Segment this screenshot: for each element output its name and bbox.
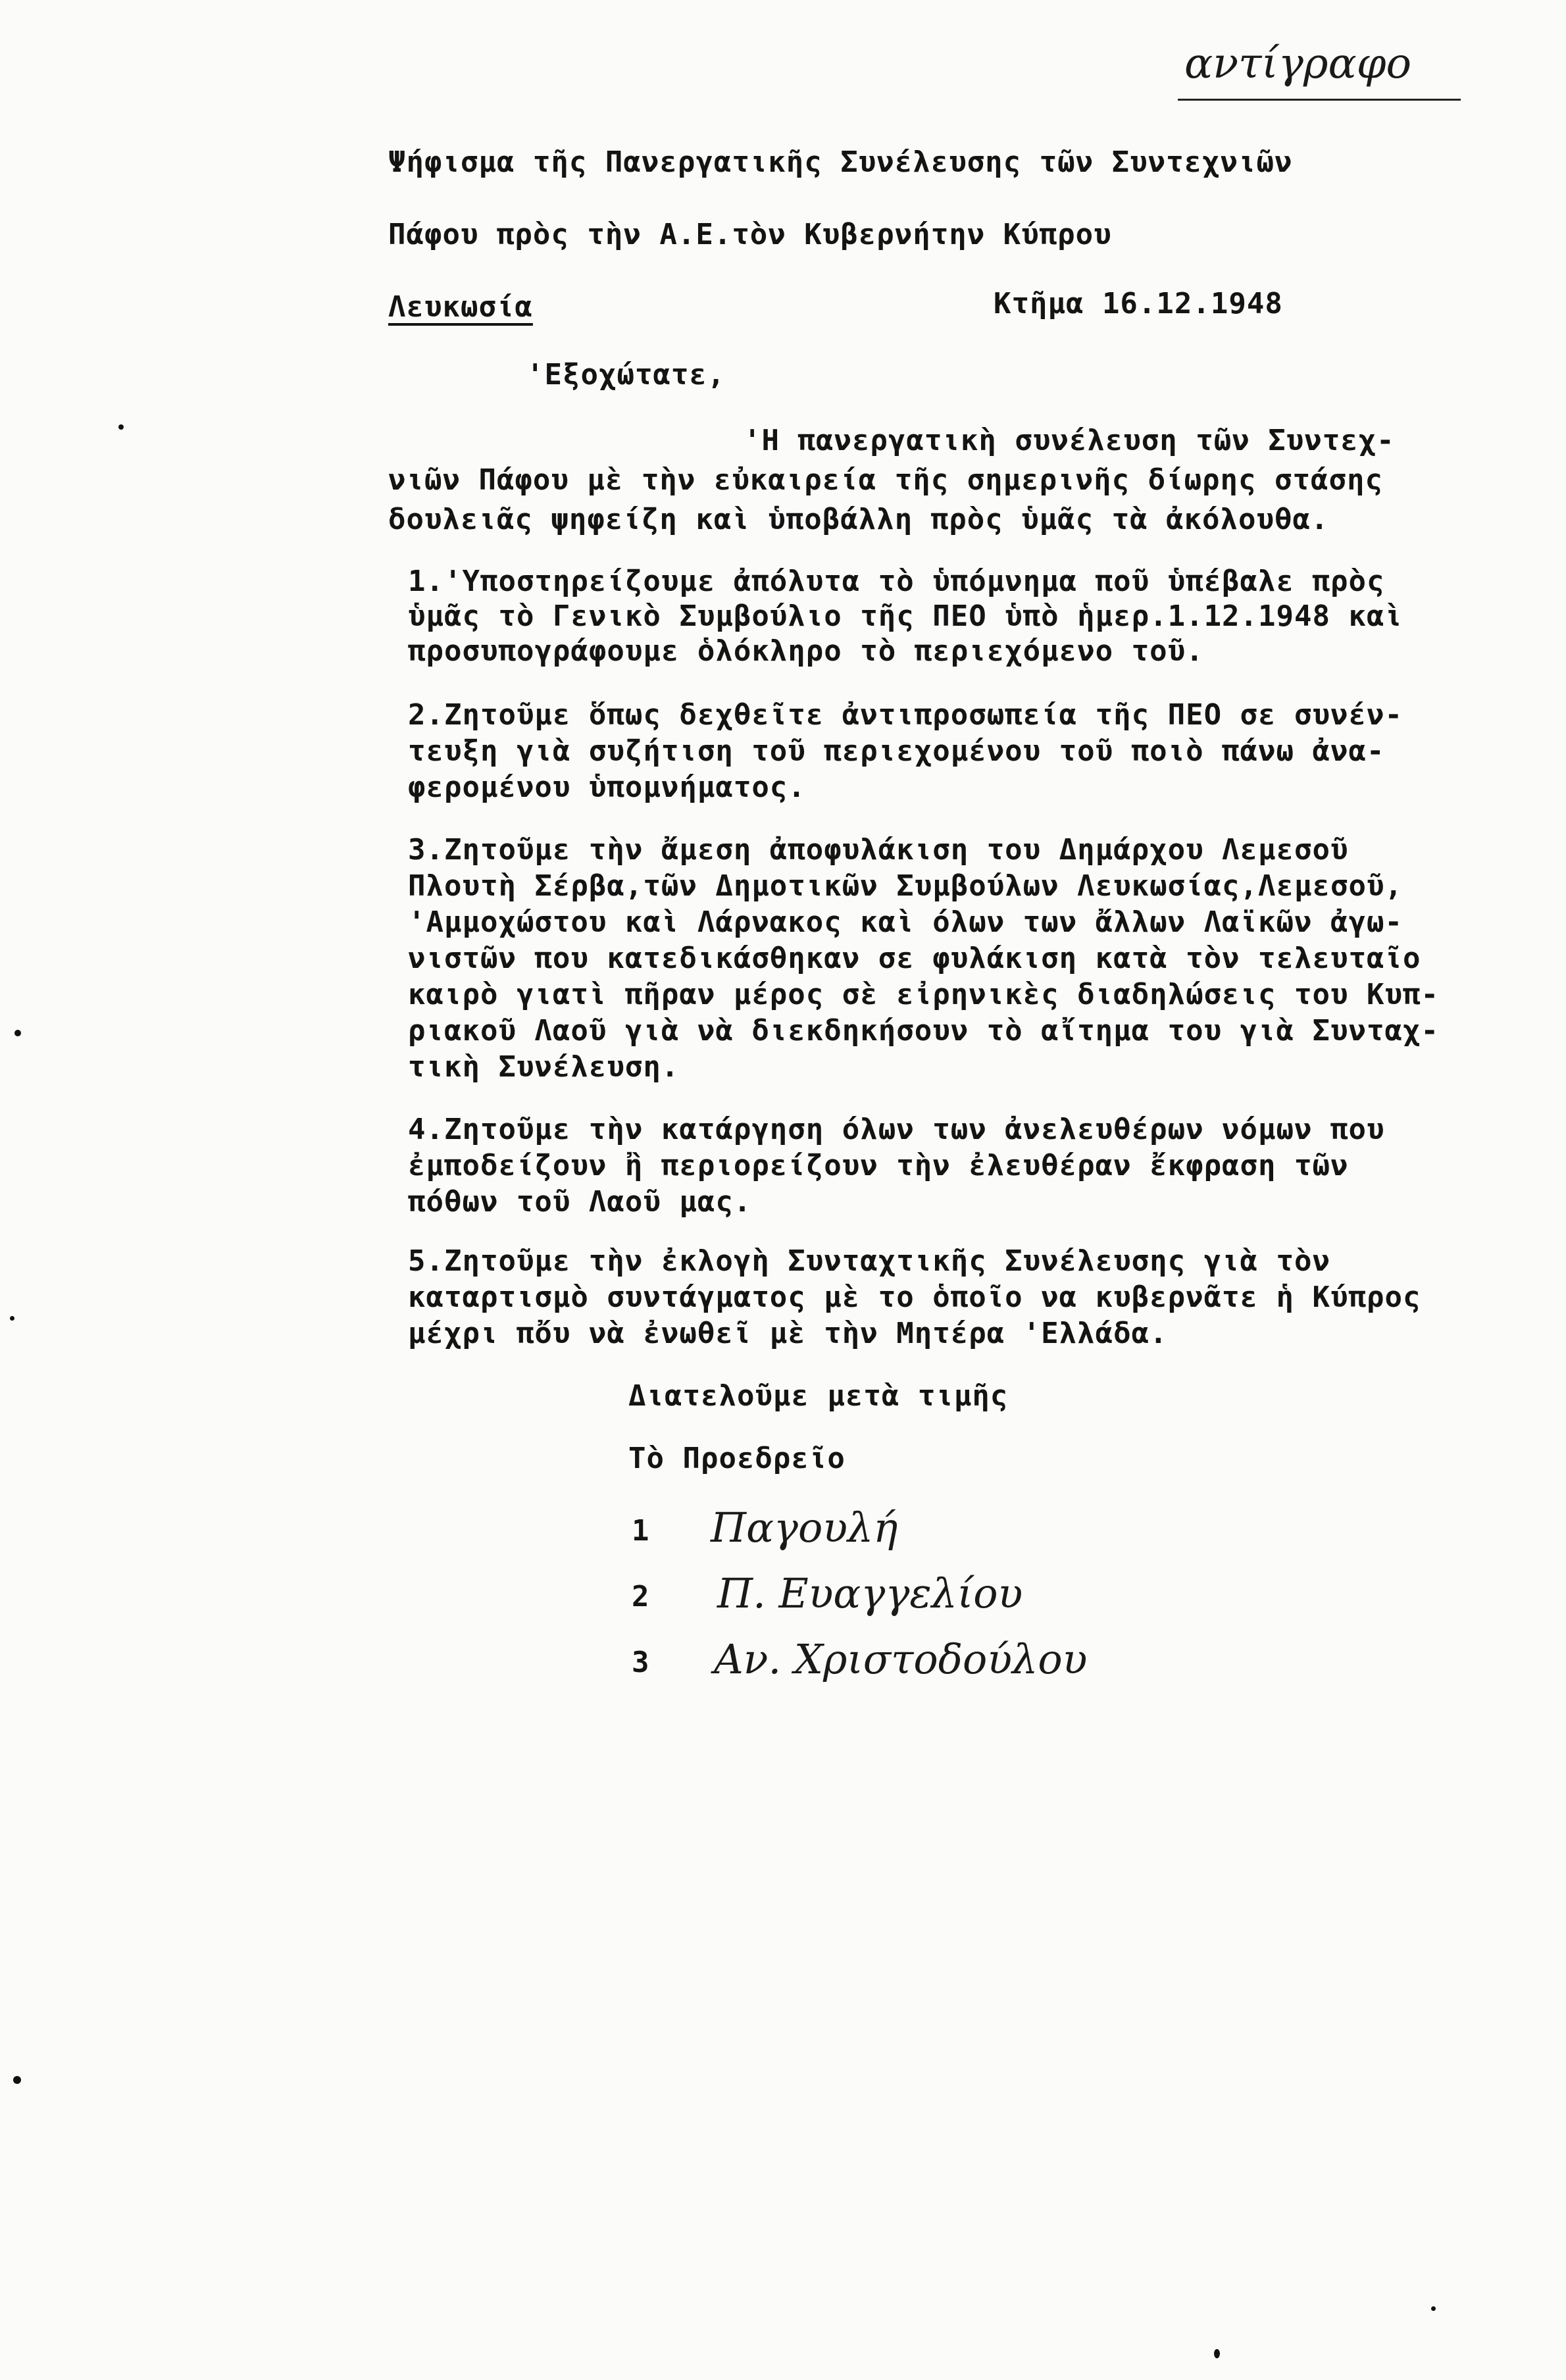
point-3-line: νιστῶν που κατεδικάσθηκαν σε φυλάκιση κατὰ τὸν τελευταῖο (408, 942, 1421, 975)
copy-handwritten-mark: αντίγραφο (1184, 39, 1412, 88)
point-5-line: μέχρι πὄυ νὰ ἐνωθεῖ μὲ τὴν Μητέρα 'Ελλάδα. (408, 1317, 1168, 1350)
handwritten-signature: Αν. Χριστοδούλου (714, 1635, 1088, 1683)
salutation: 'Εξοχώτατε, (526, 358, 726, 392)
point-1-line: προσυπογράφουμε ὁλόκληρο τὸ περιεχόμενο τοῦ. (408, 634, 1204, 668)
heading-line-1: Ψήφισμα τῆς Πανεργατικῆς Συνέλευσης τῶν Συντεχνιῶν (388, 145, 1293, 179)
signature-number: 2 (632, 1580, 650, 1613)
scan-speck (1431, 2306, 1436, 2311)
point-3-line: τικὴ Συνέλευση. (408, 1050, 680, 1084)
handwritten-signature: Παγουλή (711, 1504, 898, 1552)
scan-speck (10, 1316, 14, 1321)
point-2-line: φερομένου ὑπομνήματος. (408, 771, 806, 804)
point-1-line: 1.'Υποστηρείζουμε ἀπόλυτα τὸ ὑπόμνημα ποῦ ὑπέβαλε πρὸς (408, 565, 1385, 598)
point-1-line: ὑμᾶς τὸ Γενικὸ Συμβούλιο τῆς ΠΕΟ ὑπὸ ἡμερ.1.12.1948 καὶ (408, 599, 1403, 633)
intro-line: δουλειᾶς ψηφείζη καὶ ὑποβάλλη πρὸς ὑμᾶς τὰ ἀκόλουθα. (388, 503, 1329, 536)
date-line: Κτῆμα 16.12.1948 (994, 287, 1283, 320)
signature-number: 1 (632, 1514, 650, 1548)
scan-speck (14, 1030, 21, 1036)
point-5-line: καταρτισμὸ συντάγματος μὲ το ὁποῖο να κυβερνᾶτε ἡ Κύπρος (408, 1280, 1421, 1314)
point-5-line: 5.Ζητοῦμε τὴν ἐκλογὴ Συνταχτικῆς Συνέλευσης γιὰ τὸν (408, 1244, 1331, 1278)
point-3-line: 'Αμμοχώστου καὶ Λάρνακος καὶ όλων των ἄλλων Λαϊκῶν ἀγω- (408, 905, 1403, 939)
point-4-line: ἐμποδείζουν ἢ περιορείζουν τὴν ἐλευθέραν ἔκφραση τῶν (408, 1149, 1349, 1182)
point-4-line: πόθων τοῦ Λαοῦ μας. (408, 1185, 752, 1219)
handwritten-signature: Π. Ευαγγελίου (717, 1569, 1023, 1617)
point-3-line: 3.Ζητοῦμε τὴν ἄμεση ἀποφυλάκιση του Δημάρχου Λεμεσοῦ (408, 833, 1349, 867)
presidium-label: Τὸ Προεδρεῖο (628, 1442, 846, 1475)
closing-formula: Διατελοῦμε μετὰ τιμῆς (628, 1379, 1009, 1413)
intro-line: 'Η πανεργατικὴ συνέλευση τῶν Συντεχ- (744, 424, 1395, 457)
scan-speck (118, 424, 124, 430)
point-4-line: 4.Ζητοῦμε τὴν κατάργηση όλων των ἀνελευθέρων νόμων που (408, 1113, 1385, 1146)
scan-speck (13, 2076, 21, 2084)
point-3-line: Πλουτὴ Σέρβα,τῶν Δημοτικῶν Συμβούλων Λευκωσίας,Λεμεσοῦ, (408, 869, 1403, 903)
place-name: Λευκωσία (388, 290, 533, 324)
point-2-line: 2.Ζητοῦμε ὅπως δεχθεῖτε ἀντιπροσωπεία τῆς ΠΕΟ σε συνέν- (408, 698, 1403, 732)
scan-speck (1214, 2349, 1220, 2358)
signature-number: 3 (632, 1646, 650, 1679)
point-3-line: καιρὸ γιατὶ πῆραν μέρος σὲ εἰρηνικὲς διαδηλώσεις του Κυπ- (408, 978, 1439, 1011)
point-3-line: ριακοῦ Λαοῦ γιὰ νὰ διεκδηκήσουν τὸ αἴτημα του γιὰ Συνταχ- (408, 1014, 1439, 1048)
point-2-line: τευξη γιὰ συζήτιση τοῦ περιεχομένου τοῦ ποιὸ πάνω ἀνα- (408, 734, 1385, 768)
intro-line: νιῶν Πάφου μὲ τὴν εὐκαιρεία τῆς σημερινῆς δίωρης στάσης (388, 463, 1383, 497)
copy-mark-underline (1178, 99, 1461, 101)
heading-line-2: Πάφου πρὸς τὴν Α.Ε.τὸν Κυβερνήτην Κύπρου (388, 218, 1112, 251)
